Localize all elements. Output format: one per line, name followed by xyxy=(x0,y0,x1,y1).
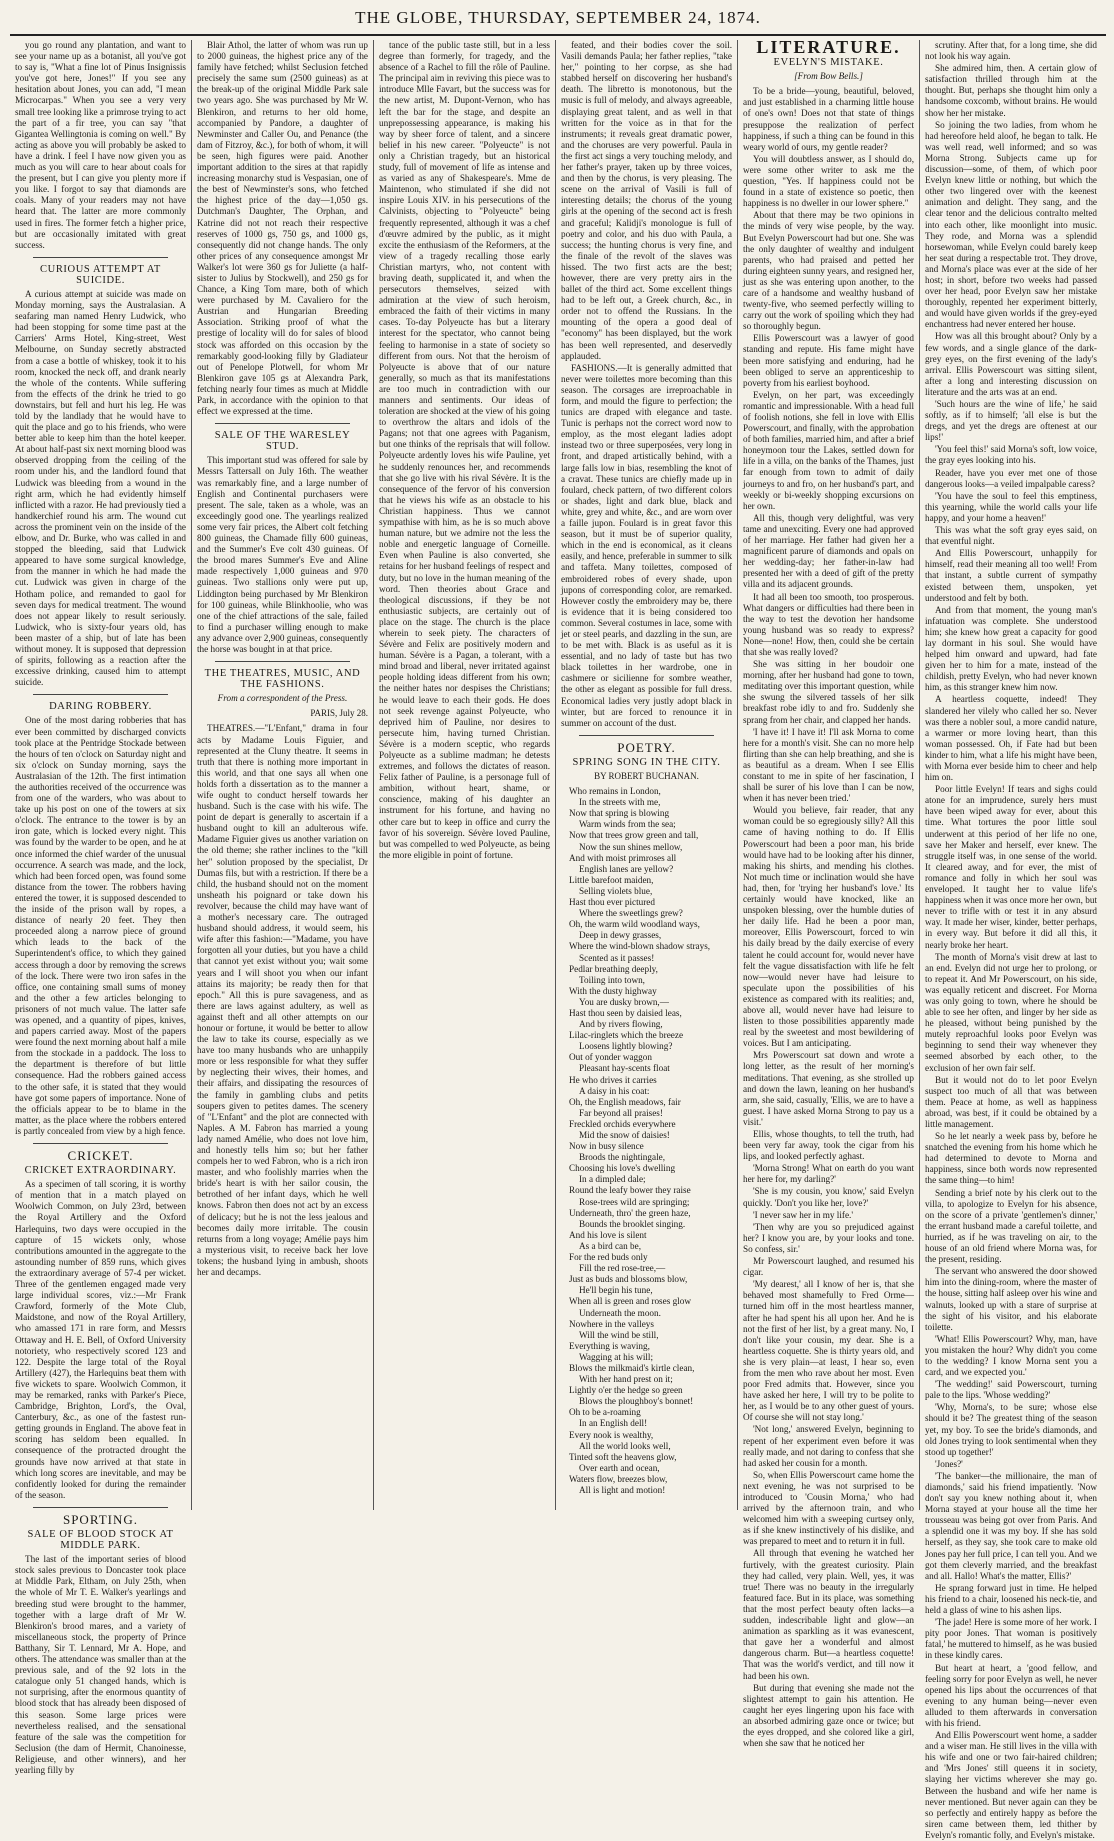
poem-line: Fill the red rose-tree,— xyxy=(579,1263,666,1274)
poem-line: Now that spring is blowing xyxy=(569,808,670,819)
poem-line: Underneath, thro' the green haze, xyxy=(569,1207,691,1218)
article-body xyxy=(15,1554,186,1776)
article-headline: THE THEATRES, MUSIC, AND THE FASHIONS. xyxy=(204,668,361,691)
paragraph: A curious attempt at suicide was made on Monday morning, says the Australasian. A seafaring man named Henry Ludwick, who had been stopping for some time past at the Carriers' Arms Hotel, King-street, West Melbourne, on Sunday secretly abstracted from a case a bottle of whiskey, took it to his room, knocked the neck off, and drank nearly the whole of the contents. While suffering from the effects of the drink he tried to go downstairs, but fell and hurt his leg. He was told by the landlady that he would have to quit the place and go to his friends, who were better able to keep him than the hotel keeper. At about half-past six next morning blood was observed dropping from the ceiling of the room under his, and the landlord found that Ludwick was bleeding from a wound in the right arm, which he had evidently himself inflicted with a razor. He had previously tied a handkerchief round his arm. The wound cut across the prominent vein on the inside of the elbow, and Dr. Burke, who was called in and stopped the bleeding, said that Ludwick appeared to have some surgical knowledge, from the manner in which he had made the cut. Ludwick was given in charge of the Hotham police, and remanded to gaol for seven days for medical treatment. The wound does not appear likely to result seriously. Ludwick, who is sixty-four years old, has been master of a ship, but of late has been without money. It is supposed that depression of spirits, following as a reaction after the excessive drinking, caused him to attempt suicide. xyxy=(15,288,186,688)
article-body xyxy=(197,723,368,1278)
paragraph: How was all this brought about? Only by a few words, and a single glance of the dark-grey eyes, on the first evening of the lady's arrival. Ellis Powerscourt was sitting silent, after a long and interesting discussion on literature and the arts was at an end. xyxy=(925,331,1097,397)
paragraph: THEATRES.—"L'Enfant," drama in four acts by Madame Louis Figuier, and represented at the Cluny theatre. It seems in truth that there is nothing more important in this world, and that one says all when one holds forth a dissertation as to the manner a wife ought to conduct herself towards her husband. Such is the case with his wife. The point de depart is generally to ascertain if a husband ought to kill an adulterous wife. Madame Figuier gives us another variation on the old theme; she rather inclines to the "kill her" solution proposed by the specialist, Dr Dumas fils, but with a restriction. If there be a child, the husband should not on the moment unsheath his poignard or take down his revolver, because the child may have want of a mother's necessary care. The outraged husband should address, it would seem, his wife after this fashion:—"Madame, you have forgotten all your duties, but you have a child that cannot yet exist without you; wait some years and I will shoot you when our infant attains its majority; be ready then for that epoch." All this is pure savageness, and as there are laws against adultery, as well as against theft and all other attempts on our honour or fortune, it would be better to allow the law to take its course, especially as we have too many husbands who are unhappily more or less responsible for what they suffer by neglecting their wives, their homes, and their affairs, and dissipating the resources of the family in gambling clubs and petits soupers given to petites dames. The scenery of "L'Enfant" and the plot are connected with Naples. A M. Fabron has married a young lady named Amélie, who does not love him, and honestly tells him so; but her father compels her to wed Fabron, who is a rich iron master, and who foolishly marries when the bride's heart is with her sailor cousin, the betrothed of her infant days, which he well knows. Fabron then does not act by an excess of delicacy; but he is not the less jealous and becomes daily more irritable. The cousin returns from a long voyage; Amélie pays him a mysterious visit, to receive back her love tokens; the husband lying in ambush, shoots her and decamps. xyxy=(197,723,368,1278)
paragraph: This important stud was offered for sale by Messrs Tattersall on July 16th. The weather was remarkably fine, and a large number of English and Continental purchasers were present. The sale, taken as a whole, was an exceedingly good one. The yearlings realized some very fair prices, the Albert colt fetching 800 guineas, the Chamade filly 600 guineas, and the Summer's Eve colt 430 guineas. Of the brood mares Summer's Eve and Aline made respectively 1,000 guineas and 970 guineas. Two stallions only were put up, Liddington being purchased by Mr Blenkiron for 100 guineas, while Blinkhoolie, who was one of the chief attractions of the sale, failed to find a purchaser willing enough to make any advance over 2,900 guineas, consequently the horse was bought in at that price. xyxy=(197,455,368,654)
divider xyxy=(33,1507,168,1508)
poem-line: A daisy in his coat: xyxy=(579,1085,650,1096)
paragraph: Poor little Evelyn! If tears and sighs could atone for an imprudence, surely hers must have been wiped away for ever, about this time. What tortures the poor little soul underwent at this period of her life no one, save her Maker and herself, ever knew. The struggle itself was, in one sense of the world. It cleared away, and for ever, the mist of romance and folly in which her soul was enveloped. It taught her to value life's happiness when it was once more her own, but never to trifle with or test it in any absurd way. It made her wiser, kinder, better perhaps, in every way. But before it did all this, it nearly broke her heart. xyxy=(925,784,1097,950)
poem-byline: BY ROBERT BUCHANAN. xyxy=(594,771,699,781)
paragraph: feated, and their bodies cover the soil. Vasili demands Paula; her father replies, "take her," pointing to her corpse, as she had stabbed herself on discovering her husband's death. The libretto is monotonous, but the music is full of melody, and always agreeable, displaying great talent, and as well in that written for the voice as in that for the instruments; it reveals great dramatic power, and the choruses are very powerful. Paula in the first act sings a very touching melody, and her father's prayer, taken up by three voices, and then by the chorus, is very pleasing. The scene on the arrival of Vasili is full of interesting details; the chorus of the young girls at the opening of the second act is fresh and graceful; Kalidji's monologue is full of poetry and color, and his duo with Paula, a success; the hunting chorus is very fine, and the finale of the revolt of the slaves was hissed. The two first acts are the best; however, there are very pretty airs in the ballet of the third act. Some excellent things had to be left out, a Greek church, &c., in order not to offend the Russians. In the mounting of the opera a good deal of "economy" has been displayed, but the work has been well represented, and deservedly applauded. xyxy=(561,40,732,361)
article-headline: SALE OF THE WARESLEY STUD. xyxy=(214,430,351,453)
poem-line: All the world looks well, xyxy=(579,1440,671,1451)
poem-line: Pedlar breathing deeply, xyxy=(569,963,658,974)
paragraph: Mr Powerscourt laughed, and resumed his cigar. xyxy=(743,1256,914,1278)
poem-line: In the streets with me, xyxy=(579,797,661,808)
paragraph: The month of Morna's visit drew at last to an end. Evelyn did not urge her to prolong, or to repeat it. And Mr Powerscourt, on his side, was equally reticent and discreet. For Morna was only going to town, where he should be able to see her often, and linger by her side as he pleased, without being punished by the mutely reproachful looks poor Evelyn was beginning to send their way whenever they seemed absorbed by each other, to the exclusion of her own fair self. xyxy=(925,951,1097,1073)
poem-line: And with moist primroses all xyxy=(569,852,677,863)
paragraph: 'The jade! Here is some more of her work. I pity poor Jones. That woman is positively fatal,' he muttered to himself, as he was busied in these kindly cares. xyxy=(925,1617,1097,1661)
poem-title: SPRING SONG IN THE CITY. xyxy=(572,756,721,768)
poem-line: All is light and motion! xyxy=(579,1485,666,1495)
poem-line: Freckled orchids everywhere xyxy=(569,1118,676,1129)
paragraph: And Ellis Powerscourt, unhappily for himself, read their meaning all too well! From that instant, a subtle current of sympathy existed between them, unspoken, yet understood and felt by both. xyxy=(925,548,1097,603)
poem-line: Lilac-ringlets which the breeze xyxy=(569,1030,684,1041)
column-3 xyxy=(374,40,556,1510)
poem-line: Far beyond all praises! xyxy=(579,1107,663,1118)
masthead: THE GLOBE, THURSDAY, SEPTEMBER 24, 1874. xyxy=(10,4,1106,36)
poem-line: Warm winds from the sea; xyxy=(579,819,676,830)
paragraph: 'My dearest,' all I know of her is, that she behaved most shamefully to Fred Orme—turned him off in the most heartless manner, after he had spent his all upon her. And he is not the first of her list, by a great many. No, I don't like your cousin, my dear. She is a heartless coquette. She is thirty years old, and she is very plain—at least, I hear so, even from the men who rave about her most. Even poor Fred admits that. However, since you have asked her here, I will try to be polite to her, as I would be to any other guest of yours. Of course she will not stay long.' xyxy=(743,1279,914,1423)
poem-line: Blows the ploughboy's bonnet! xyxy=(579,1396,694,1407)
poem-line: Will the wind be still, xyxy=(579,1329,659,1340)
poem-line: Now the sun shines mellow, xyxy=(579,841,683,852)
poem-line: Loosens lightly blowing? xyxy=(579,1041,673,1052)
paragraph: 'Why, Morna's, to be sure; whose else should it be? The greatest thing of the season yet, my boy. To see the bride's diamonds, and old Jones trying to look sentimental when they stood up together!' xyxy=(925,1402,1097,1457)
paragraph: She was sitting in her boudoir one morning, after her husband had gone to town, meditating over this important question, while she swung the silvered tassels of her silk breakfast robe idly to and fro. Suddenly she sprang from her chair, and clapped her hands. xyxy=(743,659,914,725)
article-subheadline: SALE OF BLOOD STOCK AT MIDDLE PARK. xyxy=(27,1529,174,1552)
paragraph: tance of the public taste still, but in a less degree than formerly, for tragedy, and the absence of a Rachel to fill the rôle of Pauline. The principal aim in reviving this piece was to introduce Mlle Favart, but the success was for the new artist, M. Dupont-Vernon, who has left the bar for the stage, and despite an unprepossessing appearance, is making his way by sheer force of talent, and a sincere belief in his new career. "Polyeucte" is not only a Christian tragedy, but an historical study, full of movement of life as intense and as varied as any of Shakespeare's. Mme de Maintenon, who stimulated if she did not inspire Louis XIV. in his persecutions of the Calvinists, objecting to "Polyeucte" being frequently represented, although it was a chef d'œuvre admired by the public, as it might excite the enthusiasm of the Reformers, at the view of a tragedy recalling those early Christian martyrs, who, not content with braving death, supplicated it, and when the persecutors themselves, seized with admiration at the view of such heroism, embraced the faith of their victims in many cases. To-day Polyeucte has but a literary interest for the spectator, who cannot being feeling to harmonise in a state of society so different from ours. Not that the heroism of Polyeucte is above that of our nature generally, so much as that its manifestations are too much in contradiction with our manners and sentiments. Our ideas of toleration are shocked at the view of his going to overthrow the altars and idols of the Pagans; not that one agrees with Paganism, but one thinks of the reprisals that will follow. Polyeucte ardently loves his wife Pauline, yet he suddenly renounces her, and recommends that she go live with his rival Sévère. It is the consequence of the fervor of his conversion that he views his wife as an obstacle to his Christian happiness. Thus we cannot sympathise with him, as he is so much above human nature, but we admire not the less the noble and energetic language of Corneille. Even when Pauline is also converted, she retains for her husband feelings of respect and duty, but no love in the human meaning of the word. Then theories about Grace and theological discussions, if they be not enthusiastic subjects, are certainly out of place on the stage. The church is the place wherein to seek piety. The characters of Sévère and Felix are positively modern and human. Sévère is a Pagan, a tolerant, with a mind broad and liberal, never irritated against people holding ideas different from his own; the neither hates nor despises the Christians; he would leave to each their gods. He does not seek revenge against Polyeucte, who deprived him of Pauline, nor desires to persecute him, having turned Christian. Sévère is a modern sceptic, who regards Polyeucte as a sublime madman; he detests extremes, and follows the dictates of reason. Felix father of Pauline, is a personage full of ambition, without heart, shame, or conscience, making of his daughter an instrument for his fortune, and having no other care but to keep in office and curry the favor of his sovereign. Sévère loved Pauline, but was compelled to wed Polyeucte, as being the more eligible in point of fortune. xyxy=(379,40,550,860)
paragraph: 'Then why are you so prejudiced against her? I know you are, by your looks and tone. So confess, sir.' xyxy=(743,1221,914,1254)
poem-line: Oh, the warm wild woodland ways, xyxy=(569,919,700,930)
col3-lead xyxy=(379,40,550,861)
paragraph: He sprang forward just in time. He helped his friend to a chair, loosened his neck-tie, and held a glass of wine to his ashen lips. xyxy=(925,1582,1097,1616)
poem-stanza xyxy=(569,1052,732,1141)
poem-line: In an English dell! xyxy=(579,1418,648,1429)
poem-line: Mid the snow of daisies! xyxy=(579,1130,670,1140)
poem-stanza xyxy=(569,964,732,1053)
paragraph: The servant who answered the door showed him into the dining-room, where the master of the house, sitting half asleep over his wine and walnuts, looked up with a stare of surprise at the sight of his visitor, and his elaborate toilette. xyxy=(925,1266,1097,1332)
poem-line: With her hand prest on it; xyxy=(579,1374,673,1385)
paragraph: Mrs Powerscourt sat down and wrote a long letter, as the result of her morning's meditations. That evening, as she strolled up and down the lawn, leaning on her husband's arm, she said, casually, 'Ellis, we are to have a guest. I have asked Morna Strong to pay us a visit.' xyxy=(743,1050,914,1127)
poem-line: Underneath the moon. xyxy=(579,1307,661,1318)
poem-line: Now in busy silence xyxy=(569,1141,644,1152)
poem-line: Waters flow, breezes blow, xyxy=(569,1473,668,1484)
paragraph: 'Morna Strong! What on earth do you want her here for, my darling?' xyxy=(743,1163,914,1185)
article-headline: CURIOUS ATTEMPT AT SUICIDE. xyxy=(40,263,161,286)
paragraph: All through that evening he watched her furtively, with the greatest curiosity. Plain they had called, very plain. Well, yes, it was true! There was no beauty in the irregularly featured face. But in its place, was something that the most perfect beauty often lacks—a sudden, indescribable light and glow—an animation as sparkling as it was evanescent, that gave her a wonderful and almost dangerous charm. But—a heartless coquette! That was the world's verdict, and till now it had been his own. xyxy=(743,1548,914,1681)
column-5 xyxy=(738,37,920,1749)
poem-stanza xyxy=(569,1141,732,1230)
poem-stanza xyxy=(569,1319,732,1408)
paragraph: So joining the two ladies, from whom he had hereofore held aloof, he began to talk. He was well read, well informed; and so was Morna Strong. Subjects came up for discussion—some, of them, of which poor Evelyn knew little or nothing, but which the other two lingered over with the keenest animation and delight. They sang, and the clear tenor and the delicious contralto melted into each other, like moonlight into music. They rode, and Morna was a splendid horsewoman, while Evelyn could barely keep her seat during a respectable trot. They drove, and Morna's place was ever at the side of her host; in short, before two weeks had passed over her head, poor Evelyn saw her mistake thoroughly, repented her experiment bitterly, and would have given worlds if the grey-eyed enchantress had never entered her house. xyxy=(925,119,1097,330)
divider xyxy=(33,257,168,258)
poem-line: Bounds the brooklet singing. xyxy=(579,1218,686,1229)
poem-line: Hast thou seen by daisied leas, xyxy=(569,1007,682,1018)
poem-body xyxy=(569,786,732,1496)
poem-line: And by rivers flowing, xyxy=(579,1019,663,1030)
paragraph: But during that evening she made not the slightest attempt to gain his attention. He caught her eyes lingering upon his face with an absorbed admiring gaze once or twice; but the eyes dropped, and she colored like a girl, when she saw that he noticed her xyxy=(743,1682,914,1749)
poem-line: And his love is silent xyxy=(569,1229,647,1240)
poem-line: Selling violets blue, xyxy=(579,885,653,896)
poem-stanza xyxy=(569,786,732,875)
divider xyxy=(33,694,168,695)
section-headline: CRICKET. xyxy=(67,1148,134,1163)
poem-line: Choosing his love's dwelling xyxy=(569,1163,676,1174)
poem-stanza xyxy=(569,875,732,964)
paragraph: you go round any plantation, and want to see your name up as a botanist, all you've got to say is, "What a fine lot of Pinus Insignissis you've got here, Jones!" If you see any hesitation about Jones, you can add, "I mean Microcarpas." When you see a very very small tree looking like a primrose trying to act the part of a fir tree, you can say "that Gigantea Wellingtonia is coming on well." By acting as above you will probably be asked to have a drink. I feel I have now given you as much as you will care to hear about coals for the present, but I can give you plenty more if you like. I forgot to say that diamonds are coals. Many of your readers may not have heard that. The latter are more commonly used in fires. The former fetch a higher price, but are occasionally imitated with great success. xyxy=(15,40,186,250)
col1-lead xyxy=(15,40,186,251)
paragraph: 'You feel this!' said Morna's soft, low voice, the gray eyes looking into his. xyxy=(925,444,1097,466)
divider xyxy=(579,735,714,736)
article-subheadline: CRICKET EXTRAORDINARY. xyxy=(24,1165,177,1177)
paragraph: Sending a brief note by his clerk out to the villa, to apologize to Evelyn for his absence, on the score of a private 'gentlemen's dinner,' the errant husband made a careful toilette, and hurried, as if he was traveling on air, to the house of an old friend where Morna was, for the present, residing. xyxy=(925,1187,1097,1265)
story-body-continued xyxy=(925,40,1097,1841)
article-body xyxy=(15,715,186,1137)
paragraph: All this, though very delightful, was very tame and unexciting. Every one had approved of her marriage. Her father had given her a magnificent parure of diamonds and opals on her wedding-day; her father-in-law had presented her with a deed of gift of the pretty villa and its adjacent grounds. xyxy=(743,512,914,590)
paragraph: scrutiny. After that, for a long time, she did not look his way again. xyxy=(925,40,1097,62)
paragraph: The last of the important series of blood stock sales previous to Doncaster took place at Middle Park, Eltham, on July 25th, when the whole of Mr T. E. Walker's yearlings and breeding stud were brought to the hammer, together with a large draft of Mr W. Blenkiron's brood mares, and a variety of miscellaneous stock, the property of Prince Batthany, Sir T. Lennard, Mr A. Hope, and others. The attendance was smaller than at the previous sale, and of the 92 lots in the catalogue only 51 changed hands, which is not surprising, after the enormous quantity of blood stock that has already been disposed of this season. Some large prices were nevertheless realised, and the sensational feature of the sale was the competition for Seclusion (the dam of Hermit, Chanoinesse, Religieuse, and other winners), and her yearling filly by xyxy=(15,1554,186,1775)
poem-line: Little barefoot maiden, xyxy=(569,874,654,885)
poem-line: Broods the nightingale, xyxy=(579,1152,665,1163)
poem-line: For the red buds only xyxy=(569,1252,648,1263)
poem-line: Where the wind-blown shadow strays, xyxy=(569,941,711,952)
poem-line: Round the leafy bower they raise xyxy=(569,1185,691,1196)
section-headline: SPORTING. xyxy=(62,1511,139,1527)
paragraph: Ellis Powerscourt was a lawyer of good standing and repute. His fame might have been more satisfying and enduring, had he been obliged to serve an apprenticeship to poverty from his earliest boyhood. xyxy=(743,333,914,388)
poem-line: When all is green and roses glow xyxy=(569,1296,691,1307)
paragraph: 'I never saw her in my life.' xyxy=(753,1209,853,1220)
paragraph: One of the most daring robberies that has ever been committed by discharged convicts took place at the Pentridge Stockade between the hours of ten o'clock on Saturday night and six o'clock on Sunday morning, says the Australasian of the 12th. The first intimation the authorities received of the occurrence was from one of the warders, who was about to take up his post on one of the towers at six o'clock. The entrance to the tower is by an iron gate, which is locked every night. This was found by the warder to be open, and he at once informed the chief warder of the unusual occurrence. A search was made, and the lock, which had been forced open, was found some distance from the tower. The robbers having entered the tower, it is supposed descended to the inside of the prison wall by ropes, a distance of nearly 20 feet. They then proceeded along a narrow piece of ground which leads to the back of the Superintendent's office, to which they gained access through a door by removing the screws of the lock. There were two iron safes in the office, one containing small sums of money and the other a few articles belonging to prisoners of not much value. The latter safe was opened, and a quantity of pipes, knives, and papers carried away. Most of the papers were found the next morning about half a mile from the stockade in a paddock. The loss to the department is therefore of but little consequence. Had the robbers gained access to the other safe, it is stated that they would have got some papers of importance. None of the officials appear to be to blame in the matter, as the place where the robbers entered is partly concealed from view by a high fence. xyxy=(15,715,186,1136)
poem-stanza xyxy=(569,1407,732,1496)
col2-lead xyxy=(197,40,368,417)
paragraph: Would you believe, fair reader, that any woman could be so egregiously silly? All this came of having nothing to do. If Ellis Powerscourt had been a poor man, his bride would have had to be looking after his dinner, making his shirts, and mending his clothes. Not much time or inclination would she have had, then, for 'trying her husband's love.' Its certainly would have knocked, like an unspoken blessing, over the humble duties of her daily life. Had he been a poor man, moreover, Ellis Powerscourt, forced to win his daily bread by the daily exercise of every talent he could account for, would never have felt the vague dissatisfaction with life he felt now—would never have had leisure to speculate upon the possibilities of his existence as compared with its realities; and, above all, would never have had leisure to listen to those possibilities apparently made real by the sweetest and most bewildering of voices. But I am anticipating. xyxy=(743,805,914,1049)
article-headline: DARING ROBBERY. xyxy=(49,701,152,713)
poem-line: He who drives it carries xyxy=(569,1074,657,1085)
divider xyxy=(33,1143,168,1144)
paragraph: Blair Athol, the latter of whom was run up to 2000 guineas, the highest price any of the family have fetched; whilst Seclusion fetched precisely the same sum (2500 guineas) as at the break-up of the original Middle Park sale two years ago. She was purchased by Mr W. Blenkiron, and returns to her old home, accompanied by Pandore, a daughter of Newminster and Caller Ou, and Penance (the dam of Fitzroy, &c.), for both of whom, it will be seen, high figures were paid. Another important addition to the sires at that rapidly increasing monarchy stud is Vespasian, one of the best of Newminster's sons, who fetched the highest price of the day—1,050 gs. Dutchman's Daughter, The Orphan, and Katrine did not not reach their respective reserves of 1000 gs, 750 gs, and 1000 gs, consequently did not change hands. The only other prices of any consequence amongst Mr Walker's lot were 360 gs for Juliette (a half-sister to Julius by Stockwell), and 250 gs for Chance, a King Tom mare, both of which were purchased by M. Cavaliero for the Austrian and Hungarian Breeding Association. Striking proof of what the prestige of locality will do for sales of blood stock was afforded on this occasion by the remarkably good-looking filly by Gladiateur out of Penelope Plotwell, for whom Mr Blenkiron gave 105 gs at Alexandra Park, fetching nearly four times as much at Middle Park, in accordance with the opinion to that effect we expressed at the time. xyxy=(197,40,368,417)
paragraph: FASHIONS.—It is generally admitted that never were toilettes more becoming than this season. The corsages are irreproachable in form, and mould the figure to perfection; the tunics are draped with elegance and taste. Tunic is perhaps not the correct word now to employ, as the most elegant ladies adopt instead two or three superposées, very long in front, and draped artistically behind, with a large falls low in bias, resembling the knot of a cravat. These tunics are chiefly made up in foulard, check pattern, of two different colors or shades, light and dark blue, black and white, grey and white, &c., and are worn over a faille jupon. Foulard is in great favor this season, but it must be of superior quality, which in the end is economical, as it cleans easily, and hence, preferable in summer to silk and taffeta. Many toilettes, composed of embroidered robes of every shade, upon jupons of corresponding color, are remarked. However costly the embroidery may be, there is evidence that it is being considered too common. Several costumes in lace, some with jet or steel pearls, and dazzling in the sun, are to be met with. Black is as useful as it is essential, and no lady of taste but has two black toilettes in her wardrobe, one in cashmere or sicilienne for sombre weather, the other as elegant as possible for full dress. Economical ladies very justly adopt black in winter, but are forced to renounce it in summer on account of the dust. xyxy=(561,362,732,728)
poem-line: Pleasant hay-scents float xyxy=(579,1063,670,1074)
columns xyxy=(10,37,1106,1840)
column-2 xyxy=(192,40,374,1510)
poem-line: Everything is waving, xyxy=(569,1340,650,1351)
paragraph: Reader, have you ever met one of those dangerous looks—a veiled impalpable caress? xyxy=(925,467,1097,489)
divider xyxy=(215,423,350,424)
paragraph: So, when Ellis Powerscourt came home the next evening, he was not surprised to be introduced to 'Cousin Morna,' who had arrived by the afternoon train, and who welcomed him with a sweeping curtsey only, as if she knew instinctively of his dislike, and was prepared to meet and to return it in full. xyxy=(743,1469,914,1547)
poem-line: Hast thou ever pictured xyxy=(569,897,655,908)
poem-line: Tinted soft the heavens glow, xyxy=(569,1451,677,1462)
poem-line: In a dimpled dale; xyxy=(579,1174,646,1185)
poem-line: Over earth and ocean, xyxy=(579,1462,660,1473)
poem-line: Blows the milkmaid's kirtle clean, xyxy=(569,1362,695,1373)
article-body xyxy=(15,1179,186,1501)
paragraph: 'The wedding!' said Powerscourt, turning pale to the lips. 'Whose wedding?' xyxy=(925,1379,1097,1401)
story-title: EVELYN'S MISTAKE. xyxy=(773,57,884,69)
section-headline: POETRY. xyxy=(617,739,676,755)
poem-line: Nowhere in the valleys xyxy=(569,1318,654,1329)
paragraph: And from that moment, the young man's infatuation was complete. She understood him; she knew how great a capacity for good lay dormant in his soul. She would have helped him onward and upward, had fate given her to him for a mate, instead of the childish, pretty Evelyn, who had never known him, as this stranger knew him now. xyxy=(925,604,1097,693)
paragraph: So he let nearly a week pass by, before he snatched the evening from his home which he had determined to devote to Morna and happiness, since both words now represented the same thing—to him! xyxy=(925,1131,1097,1186)
poem-line: He'll begin his tune, xyxy=(579,1285,653,1296)
poem-line: Just as buds and blossoms blow, xyxy=(569,1274,688,1285)
poem-line: English lanes are yellow? xyxy=(579,863,674,874)
paragraph: 'The banker—the millionaire, the man of diamonds,' said his friend impatiently. 'Now don't say you knew nothing about it, when Morna stayed at your house all the time her trousseau was being got over from Paris. And a splendid one it was my boy. If she has sold herself, as they say, she took care to make old Jones pay her full price, I can tell you. And we got them cleverly married, and the breakfast and all. Hallo! What's the matter, Ellis?' xyxy=(925,1470,1097,1581)
paragraph: 'She is my cousin, you know,' said Evelyn quickly. 'Don't you like her, love?' xyxy=(743,1186,914,1208)
poem-line: Scented as it passes! xyxy=(579,952,655,963)
column-4 xyxy=(556,40,738,1510)
article-credit: From a correspondent of the Press. xyxy=(217,693,348,704)
paragraph: You will doubtless answer, as I should do, were some other writer to ask me the question, "Yes. If happiness could not be found in a state of existence so poetic, then happiness is no dweller in our lower sphere." xyxy=(743,153,914,209)
col4-lead xyxy=(561,40,732,729)
article-body xyxy=(197,455,368,655)
story-body xyxy=(743,86,914,1749)
column-1 xyxy=(10,40,192,1775)
poem-line: Wagging at his will; xyxy=(579,1351,654,1362)
column-6 xyxy=(920,40,1102,1840)
poem-line: Toiling into town, xyxy=(579,974,645,985)
poem-line: Out of yonder waggon xyxy=(569,1052,652,1063)
paragraph: To be a bride—young, beautiful, beloved, and just established in a charming little house of one's own! Does not that state of things presuppose the realization of perfect happiness, if such a thing can be found in this weary world of ours, my gentle reader? xyxy=(743,86,914,152)
paragraph: And Ellis Powerscourt went home, a sadder and a wiser man. He still lives in the villa with his wife and one or two fair-haired children; and 'Mrs Jones' still queens it in society, slaying her victims wherever she may go. Between the husband and wife her name is never mentioned. But never again can they be so perfectly and entirely happy as before the siren came between them, led thither by Evelyn's romantic folly, and Evelyn's mistake. xyxy=(925,1730,1097,1840)
story-source: [From Bow Bells.] xyxy=(794,71,863,82)
poem-line: Deep in dewy grasses, xyxy=(579,930,662,941)
paragraph: It had all been too smooth, too prosperous. What dangers or difficulties had there been in the way to test the devotion her handsome young husband was so ready to express? None—none! How, then, could she be certain that she was really loved? xyxy=(743,591,914,657)
poem-line: With the dusty highway xyxy=(569,985,657,996)
divider xyxy=(215,661,350,662)
paragraph: This was what the soft gray eyes said, on that eventful night. xyxy=(925,525,1097,547)
paragraph: 'Jones?' xyxy=(935,1458,963,1469)
poem-line: As a bird can be, xyxy=(579,1240,641,1251)
poem-line: You are dusky brown,— xyxy=(579,996,669,1007)
paragraph: 'I have it! I have it! I'll ask Morna to come here for a month's visit. She can no more help flirting than she can help breathing, and she is as beautiful as a dream. When I see Ellis constant to me in spite of her fascination, I shall be surer of his love than I can be now, when it has never been tried.' xyxy=(743,726,914,804)
paragraph: As a specimen of tall scoring, it is worthy of mention that in a match played on Woolwich Common, on July 23rd, between the Royal Artillery and the Oxford Harlequins, two days were occupied in the capture of 15 wickets only, whose contributions amounted in the aggregate to the astounding number of 859 runs, which gives the extraordinary average of 57-4 per wicket. Three of the gentlemen engaged made very large individual scores, viz.:—Mr Frank Crawford, formerly of the Mote Club, Maidstone, and now of the Royal Artillery, who amassed 171 in rare form, and Messrs Ottaway and H. E. Bell, of Oxford University notoriety, who respectively scored 123 and 122. Despite the large total of the Royal Artillery (427), the Harlequins beat them with five wickets to spare. Woolwich Common, it may be remarked, ranks with Parker's Piece, Cambridge, Brighton, Lord's, the Oval, Canterbury, &c., as one of the fastest run-getting grounds in England. The above feat in scoring has seldom been equalled. In consequence of the protracted drought the grounds have now arrived at that state in which long scores are inevitable, and may be confidently looked for during the remainder of the season. xyxy=(15,1179,186,1500)
poem-line: Rose-trees wild are springing; xyxy=(579,1196,690,1207)
paragraph: 'You have the soul to feel this emptiness, this yearning, while the world calls your life happy, and your home a heaven!' xyxy=(925,490,1097,523)
poem-line: Where the sweetlings grew? xyxy=(579,908,683,919)
paragraph: 'Not long,' answered Evelyn, beginning to repent of her experiment even before it was really made, and not daring to confess that she had asked her cousin for a month. xyxy=(743,1424,914,1468)
poem-line: Oh to be a-roaming xyxy=(569,1407,641,1418)
poem-stanza xyxy=(569,1230,732,1319)
poem-line: Oh, the English meadows, fair xyxy=(569,1096,681,1107)
section-headline: LITERATURE. xyxy=(756,37,901,57)
paragraph: 'Such hours are the wine of life,' he said softly, as if to himself; 'all else is but the dregs, and yet the dregs are oftenest at our lips!' xyxy=(925,399,1097,443)
paragraph: A heartless coquette, indeed! They slandered her vilely who called her so. Never was there a nobler soul, a more candid nature, a warmer or more loving heart, than this woman possessed. Oh, if Fate had but been kinder to him, what a life his might have been, with Morna ever beside him to cheer and help him on. xyxy=(925,694,1097,783)
poem-line: Who remains in London, xyxy=(569,786,661,797)
dateline: PARIS, July 28. xyxy=(310,708,368,719)
poem-line: Lightly o'er the hedge so green xyxy=(569,1385,683,1396)
paragraph: About that there may be two opinions in the minds of very wise people, by the way. But Evelyn Powerscourt had but one. She was the only daughter of wealthy and indulgent parents, who had praised and petted her during eighteen sunny years, and resigned her, just as she was entering upon another, to the care of a handsome and wealthy husband of twenty-five, who seemed perfectly willing to carry out the work of spoiling which they had so thoroughly begun. xyxy=(743,210,914,332)
paragraph: Ellis, whose thoughts, to tell the truth, had been very far away, took the cigar from his lips, and looked perfectly aghast. xyxy=(743,1129,914,1162)
paragraph: Evelyn, on her part, was exceedingly romantic and impressionable. With a head full of foolish notions, she fell in love with Ellis Powerscourt, and finally, with the approbation of both families, married him, and after a brief honeymoon tour the Lakes, settled down for life in a villa, on the banks of the Thames, just far enough from town to admit of daily journeys to and fro, on her husband's part, and weekly or bi-weekly shopping excursions on her own. xyxy=(743,389,914,511)
paragraph: But it would not do to let poor Evelyn suspect too much of all that was between them. Peace at home, as well as happiness abroad, was best, if it could be obtained by a little management. xyxy=(925,1074,1097,1129)
poem-line: Now that trees grow green and tall, xyxy=(569,830,699,841)
paragraph: But heart at heart, a 'good fellow, and feeling sorry for poor Evelyn as well, he never opened his lips about the occurrences of that evening to any human being—never even alluded to them afterwards in conversation with his friend. xyxy=(925,1662,1097,1728)
paragraph: 'What! Ellis Powerscourt? Why, man, have you mistaken the hour? Why didn't you come to the wedding? I know Morna sent you a card, and we expected you.' xyxy=(925,1333,1097,1378)
poem-line: Every nook is wealthy, xyxy=(569,1429,654,1440)
article-body xyxy=(15,289,186,688)
paragraph: She admired him, then. A certain glow of satisfaction thrilled through him at the thought. But, perhaps she thought him only a handsome coxcomb, without brains. He would show her her mistake. xyxy=(925,63,1097,118)
